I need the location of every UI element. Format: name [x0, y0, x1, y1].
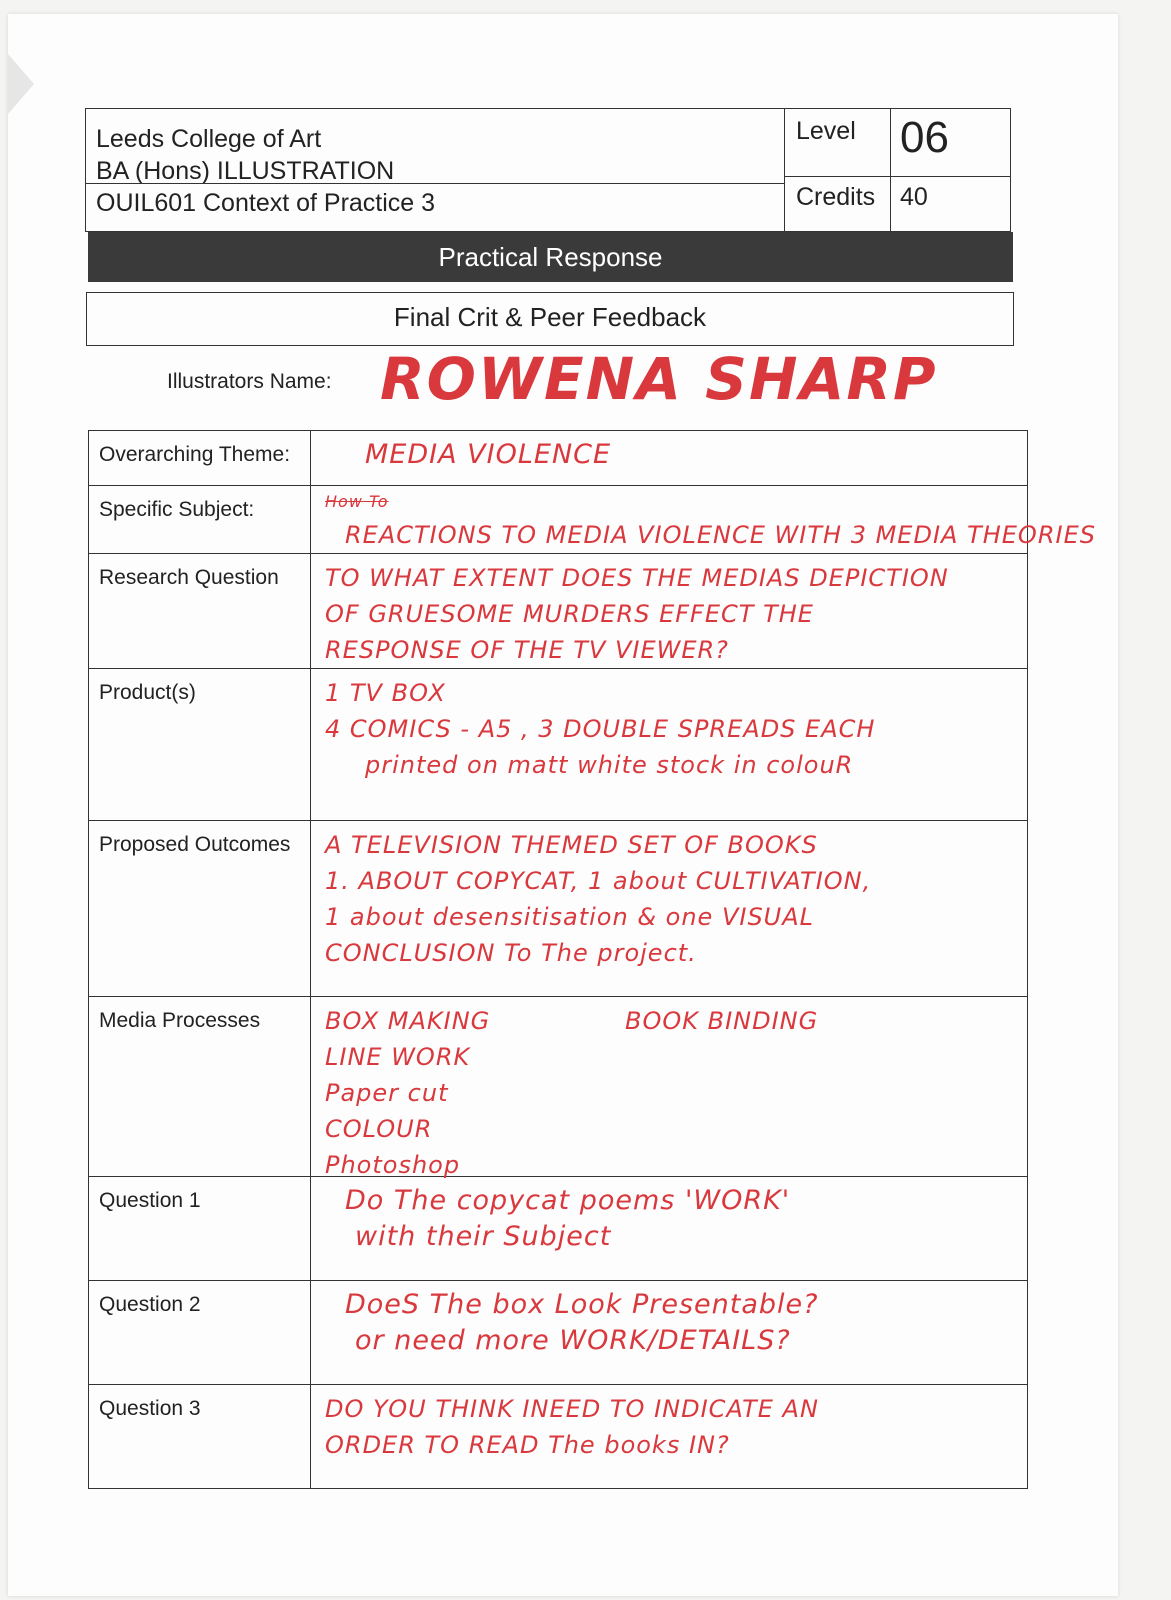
question-2-label: Question 2	[89, 1281, 311, 1385]
credits-value: 40	[900, 183, 928, 211]
crit-title: Final Crit & Peer Feedback	[86, 292, 1014, 346]
question-3-answer[interactable]: DO YOU THINK INEED TO INDICATE AN ORDER TO READ The books IN?	[311, 1385, 1028, 1489]
media-answer[interactable]: BOX MAKING LINE WORK Paper cut COLOUR Photoshop BOOK BINDING	[311, 997, 1028, 1177]
module-name: OUIL601 Context of Practice 3	[96, 189, 436, 217]
feedback-form-table	[88, 430, 1096, 1489]
subject-answer[interactable]: How To REACTIONS TO MEDIA VIOLENCE WITH 3 MEDIA THEORIES	[311, 486, 1028, 554]
illustrator-name-label: Illustrators Name:	[167, 370, 332, 393]
page-corner-fold	[8, 54, 34, 114]
row-question-1	[89, 1177, 1028, 1281]
credits-label: Credits	[796, 183, 876, 211]
subject-label: Specific Subject:	[89, 486, 311, 554]
course-name: BA (Hons) ILLUSTRATION	[96, 157, 395, 185]
row-question-3	[89, 1385, 1028, 1489]
row-outcomes	[89, 821, 1028, 997]
question-1-label: Question 1	[89, 1177, 311, 1281]
practical-response-banner: Practical Response	[88, 232, 1013, 282]
research-answer[interactable]: TO WHAT EXTENT DOES THE MEDIAS DEPICTION OF GRUESOME MURDERS EFFECT THE RESPONSE OF THE TV VIEWER?	[311, 554, 1028, 669]
research-label: Research Question	[89, 554, 311, 669]
struck-text: How To	[325, 492, 389, 511]
level-label: Level	[796, 117, 856, 145]
row-research	[89, 554, 1028, 669]
row-subject	[89, 486, 1028, 554]
theme-answer[interactable]: MEDIA VIOLENCE	[311, 431, 1028, 486]
header-box	[85, 108, 1011, 232]
row-products	[89, 669, 1028, 821]
row-question-2	[89, 1281, 1028, 1385]
row-theme	[89, 431, 1028, 486]
row-media	[89, 997, 1028, 1177]
question-1-answer[interactable]: Do The copycat poems 'WORK' with their Subject	[311, 1177, 1028, 1281]
products-answer[interactable]: 1 TV BOX 4 COMICS - A5 , 3 DOUBLE SPREADS EACH printed on matt white stock in colouR	[311, 669, 1028, 821]
outcomes-answer[interactable]: A TELEVISION THEMED SET OF BOOKS 1. ABOUT COPYCAT, 1 about CULTIVATION, 1 about desensitisation & one VISUAL CONCLUSION To The project.	[311, 821, 1028, 997]
illustrator-name-value[interactable]: ROWENA SHARP	[380, 345, 938, 413]
level-value: 06	[900, 113, 949, 162]
theme-label: Overarching Theme:	[89, 431, 311, 486]
question-3-label: Question 3	[89, 1385, 311, 1489]
media-label: Media Processes	[89, 997, 311, 1177]
question-2-answer[interactable]: DoeS The box Look Presentable? or need more WORK/DETAILS?	[311, 1281, 1028, 1385]
college-name: Leeds College of Art	[96, 125, 322, 153]
products-label: Product(s)	[89, 669, 311, 821]
outcomes-label: Proposed Outcomes	[89, 821, 311, 997]
